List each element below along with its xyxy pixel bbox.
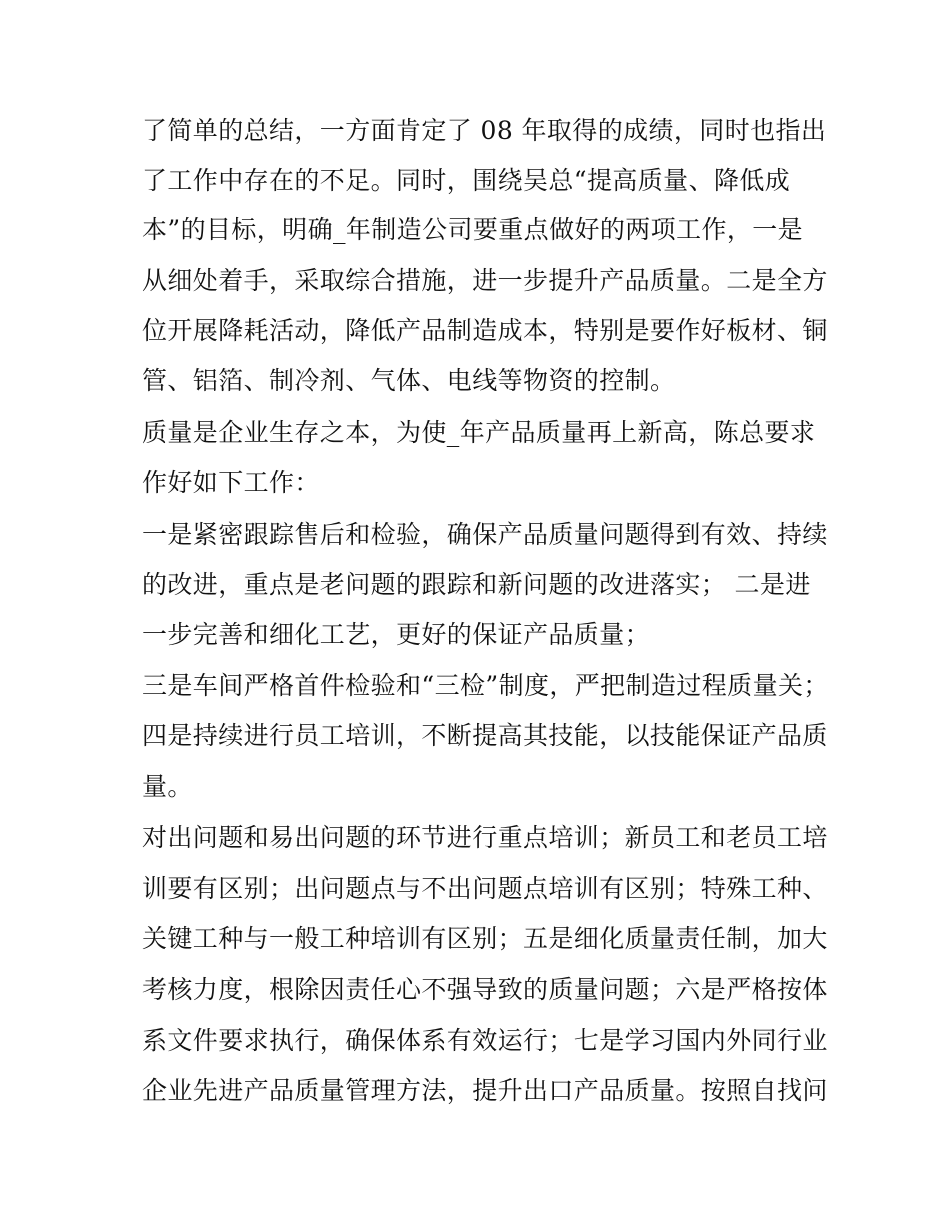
text-line: 对出问题和易出问题的环节进行重点培训；新员工和老员工培 [142, 823, 828, 852]
text-line: 了工作中存在的不足。同时，围绕吴总“提高质量、降低成 [142, 166, 791, 195]
text-line: 作好如下工作： [142, 468, 320, 497]
text-line: 一是紧密跟踪售后和检验，确保产品质量问题得到有效、持续 [142, 520, 828, 549]
text-line: 位开展降耗活动，降低产品制造成本，特别是要作好板材、铜 [142, 316, 828, 345]
text-line: 考核力度，根除因责任心不强导致的质量问题；六是严格按体 [142, 975, 828, 1004]
text-line: 训要有区别；出问题点与不出问题点培训有区别；特殊工种、 [142, 874, 828, 903]
text-line: 量。 [142, 772, 193, 801]
text-line: 三是车间严格首件检验和“三检”制度，严把制造过程质量关； [142, 671, 829, 700]
text-line: 质量是企业生存之本，为使_年产品质量再上新高，陈总要求 [142, 418, 816, 447]
text-line: 管、铝箔、制冷剂、气体、电线等物资的控制。 [142, 366, 676, 395]
text-line: 从细处着手，采取综合措施，进一步提升产品质量。二是全方 [142, 266, 828, 295]
text-line: 系文件要求执行，确保体系有效运行；七是学习国内外同行业 [142, 1026, 828, 1055]
text-line: 关键工种与一般工种培训有区别；五是细化质量责任制，加大 [142, 924, 828, 953]
text-line: 了简单的总结，一方面肯定了 08 年取得的成绩，同时也指出 [142, 116, 827, 145]
text-line: 本”的目标，明确_年制造公司要重点做好的两项工作，一是 [142, 215, 804, 244]
text-line: 企业先进产品质量管理方法，提升出口产品质量。按照自找问 [142, 1076, 828, 1105]
text-line: 的改进，重点是老问题的跟踪和新问题的改进落实； 二是进 [142, 570, 811, 599]
text-line: 四是持续进行员工培训，不断提高其技能，以技能保证产品质 [142, 721, 828, 750]
text-line: 一步完善和细化工艺，更好的保证产品质量； [142, 620, 651, 649]
